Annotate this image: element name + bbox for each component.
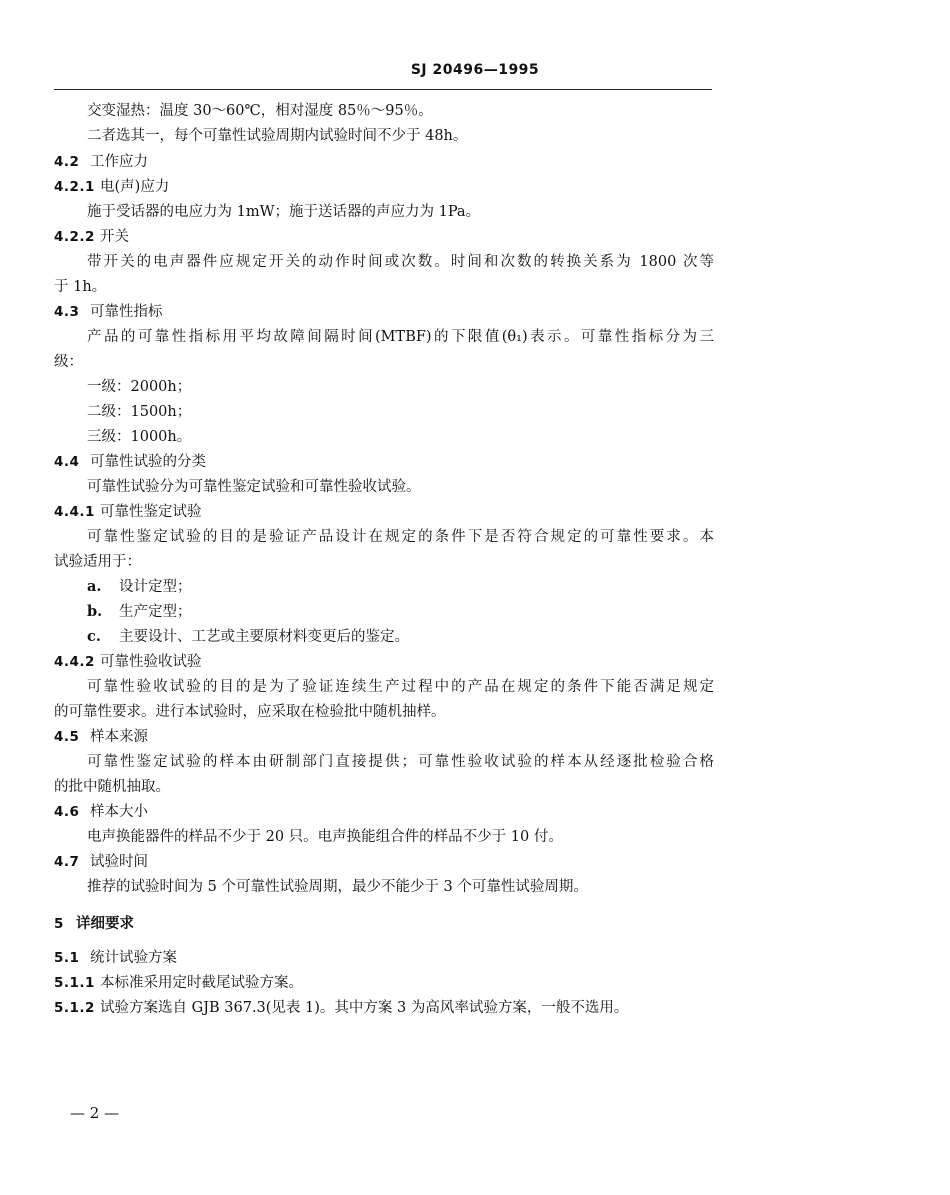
- section-number: 4.2.2: [54, 229, 95, 245]
- section-number: 4.6: [54, 804, 80, 820]
- standard-code-header: SJ 20496—1995: [410, 62, 540, 78]
- header-rule: [54, 89, 712, 90]
- section-number: 4.2.1: [54, 179, 95, 195]
- section-text: 试验方案选自 GJB 367.3(见表 1)。其中方案 3 为高风率试验方案，一般不选用。: [100, 1000, 629, 1016]
- section-text: 本标准采用定时截尾试验方案。: [100, 975, 303, 991]
- paragraph-line: 可靠性验收试验的目的是为了验证连续生产过程中的产品在规定的条件下能否满足规定: [87, 679, 714, 695]
- section-heading-4-2-2: [54, 227, 714, 247]
- section-title: 可靠性鉴定试验: [100, 504, 202, 520]
- paragraph-line: 推荐的试验时间为 5 个可靠性试验周期，最少不能少于 3 个可靠性试验周期。: [87, 879, 588, 895]
- section-number: 4.5: [54, 729, 80, 745]
- section-title: 工作应力: [90, 154, 148, 170]
- section-heading-4-2: [54, 152, 714, 172]
- section-heading-5-1: [54, 948, 714, 968]
- section-heading-5-1-2: [54, 998, 714, 1018]
- paragraph-line: 的可靠性要求。进行本试验时，应采取在检验批中随机抽样。: [54, 704, 446, 720]
- section-heading-4-6: [54, 802, 714, 822]
- paragraph-line: 于 1h。: [54, 279, 107, 295]
- grade-item: 一级：2000h；: [87, 379, 192, 395]
- section-heading-4-4-1: [54, 502, 714, 522]
- list-item-text: 设计定型；: [119, 579, 192, 595]
- section-heading-4-3: [54, 302, 714, 322]
- section-title: 电(声)应力: [100, 179, 170, 195]
- paragraph-line: 二者选其一，每个可靠性试验周期内试验时间不少于 48h。: [87, 128, 468, 144]
- paragraph-line: 产品的可靠性指标用平均故障间隔时间(MTBF)的下限值(θ₁)表示。可靠性指标分为三: [87, 329, 714, 345]
- section-number: 4.4.2: [54, 654, 95, 670]
- grade-item: 三级：1000h。: [87, 429, 192, 445]
- list-item-b: [87, 602, 747, 622]
- paragraph-line: 交变湿热：温度 30～60℃，相对湿度 85％～95％。: [87, 103, 433, 119]
- section-title: 开关: [100, 229, 129, 245]
- paragraph-line: 施于受话器的电应力为 1mW；施于送话器的声应力为 1Pa。: [87, 204, 481, 220]
- section-heading-4-7: [54, 852, 714, 872]
- section-number: 5.1: [54, 950, 80, 966]
- page-number: — 2 —: [70, 1104, 120, 1122]
- paragraph-line: 的批中随机抽取。: [54, 779, 170, 795]
- section-number: 4.3: [54, 304, 80, 320]
- section-number: 4.4: [54, 454, 80, 470]
- section-heading-4-2-1: [54, 177, 714, 197]
- list-item-text: 主要设计、工艺或主要原材料变更后的鉴定。: [119, 629, 409, 645]
- paragraph-line: 可靠性鉴定试验的目的是验证产品设计在规定的条件下是否符合规定的可靠性要求。本: [87, 529, 714, 545]
- section-title: 试验时间: [90, 854, 148, 870]
- section-heading-4-5: [54, 727, 714, 747]
- list-item-a: [87, 577, 747, 597]
- section-heading-4-4-2: [54, 652, 714, 672]
- section-number: 5.1.2: [54, 1000, 95, 1016]
- paragraph-line: 可靠性试验分为可靠性鉴定试验和可靠性验收试验。: [87, 479, 421, 495]
- list-item-text: 生产定型；: [119, 604, 192, 620]
- section-number: 5.1.1: [54, 975, 95, 991]
- list-item-label: a.: [87, 578, 102, 595]
- section-number: 4.7: [54, 854, 80, 870]
- paragraph-line: 试验适用于：: [54, 554, 141, 570]
- section-number: 4.4.1: [54, 504, 95, 520]
- section-title: 详细要求: [76, 915, 134, 932]
- paragraph-line: 可靠性鉴定试验的样本由研制部门直接提供；可靠性验收试验的样本从经逐批检验合格: [87, 754, 714, 770]
- section-title: 可靠性试验的分类: [90, 454, 206, 470]
- section-title: 可靠性指标: [90, 304, 163, 320]
- paragraph-line: 带开关的电声器件应规定开关的动作时间或次数。时间和次数的转换关系为 1800 次等: [87, 254, 714, 270]
- section-title: 统计试验方案: [90, 950, 177, 966]
- section-heading-5: [54, 914, 714, 934]
- section-heading-4-4: [54, 452, 714, 472]
- paragraph-line: 级：: [54, 354, 83, 370]
- section-heading-5-1-1: [54, 973, 714, 993]
- list-item-label: b.: [87, 603, 103, 620]
- section-number: 4.2: [54, 154, 80, 170]
- grade-item: 二级：1500h；: [87, 404, 192, 420]
- section-number: 5: [54, 916, 64, 932]
- paragraph-line: 电声换能器件的样品不少于 20 只。电声换能组合件的样品不少于 10 付。: [87, 829, 563, 845]
- section-title: 可靠性验收试验: [100, 654, 202, 670]
- list-item-label: c.: [87, 628, 101, 645]
- section-title: 样本来源: [90, 729, 148, 745]
- section-title: 样本大小: [90, 804, 148, 820]
- list-item-c: [87, 627, 747, 647]
